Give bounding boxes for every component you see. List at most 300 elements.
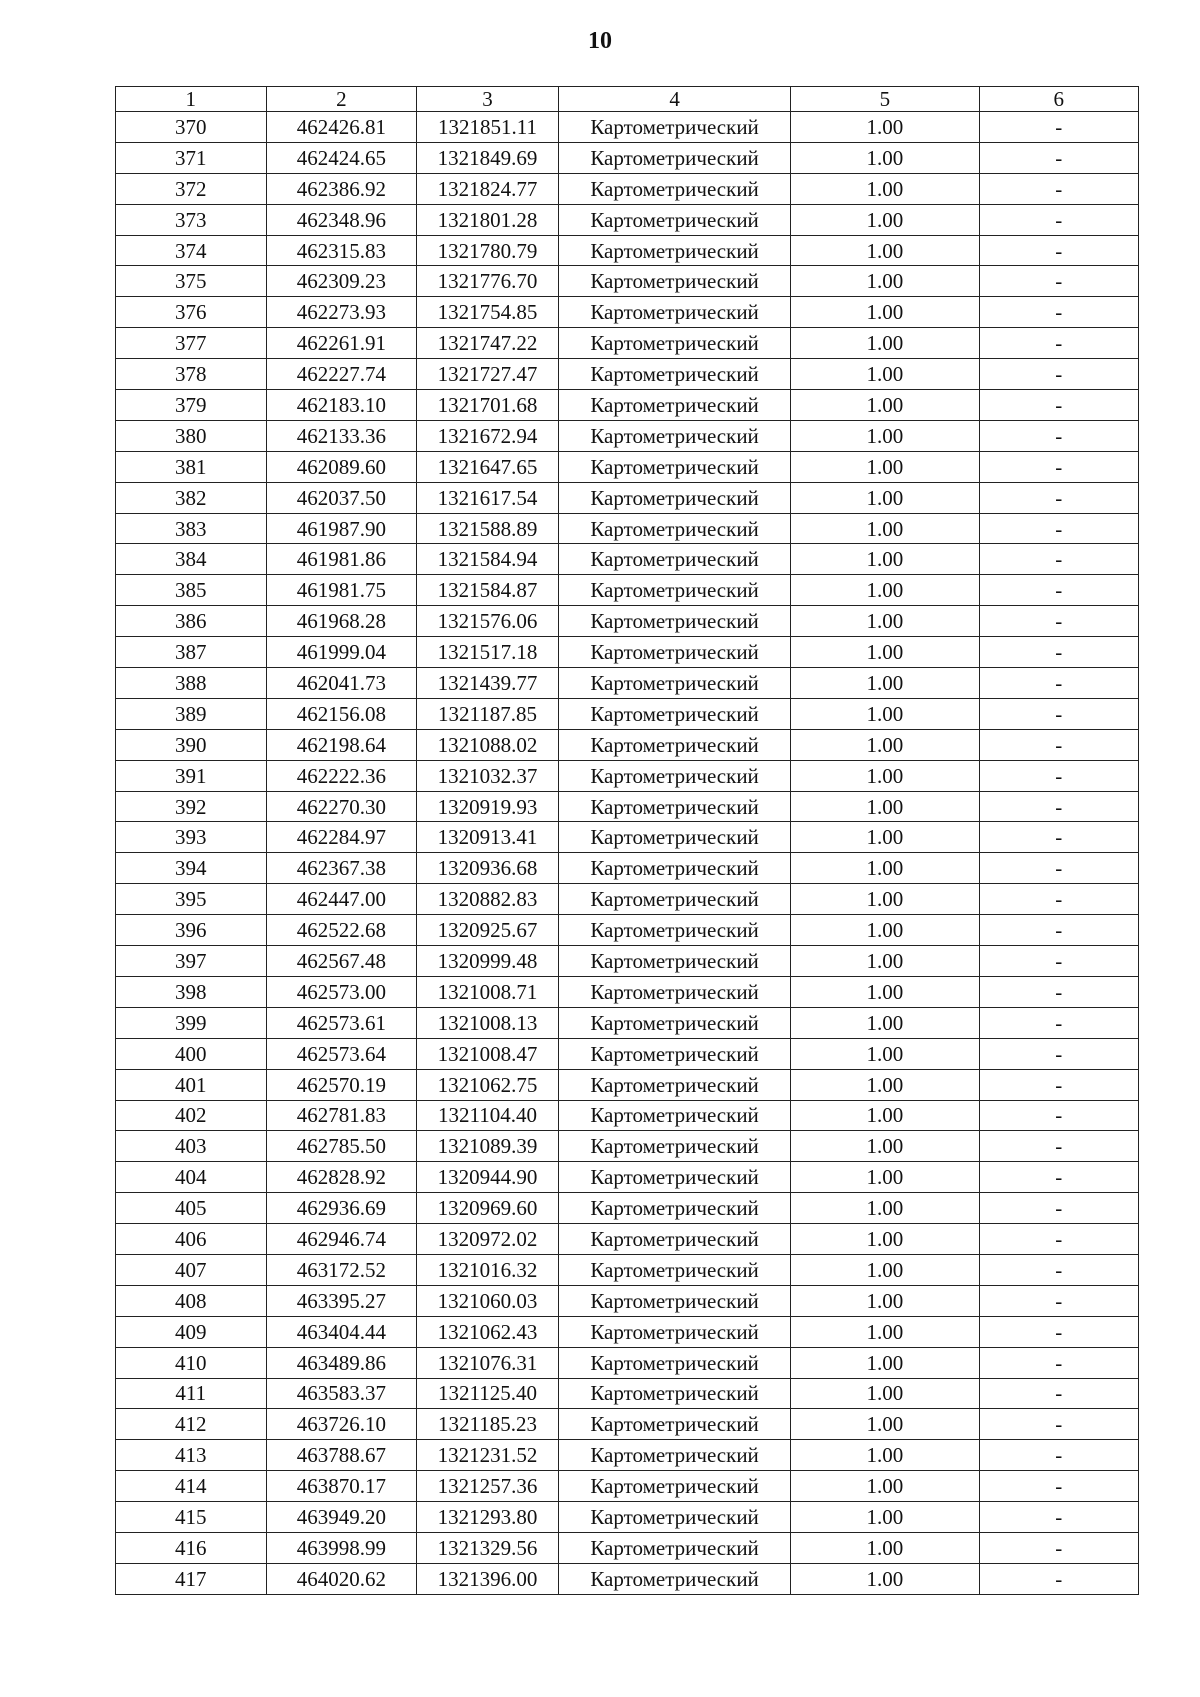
table-row <box>116 668 1139 699</box>
table-cell: 463726.10 <box>266 1409 417 1440</box>
table-cell: 400 <box>116 1038 267 1069</box>
table-cell: Картометрический <box>558 884 790 915</box>
table-cell: 1.00 <box>791 1285 979 1316</box>
table-cell: 1.00 <box>791 915 979 946</box>
table-cell: 378 <box>116 359 267 390</box>
table-cell: - <box>979 1100 1138 1131</box>
table-row <box>116 1502 1139 1533</box>
table-cell: 1.00 <box>791 544 979 575</box>
table-cell: 462573.64 <box>266 1038 417 1069</box>
table-cell: - <box>979 1316 1138 1347</box>
table-cell: 396 <box>116 915 267 946</box>
table-row <box>116 575 1139 606</box>
table-cell: Картометрический <box>558 1254 790 1285</box>
table-cell: 1321584.94 <box>417 544 559 575</box>
table-cell: Картометрический <box>558 976 790 1007</box>
table-row <box>116 1038 1139 1069</box>
table-row <box>116 1224 1139 1255</box>
table-cell: 1.00 <box>791 328 979 359</box>
column-header: 6 <box>979 87 1138 112</box>
table-cell: - <box>979 1502 1138 1533</box>
table-cell: 462315.83 <box>266 235 417 266</box>
table-cell: 1321584.87 <box>417 575 559 606</box>
table-cell: 1.00 <box>791 451 979 482</box>
table-cell: 1.00 <box>791 575 979 606</box>
table-cell: 1320925.67 <box>417 915 559 946</box>
table-cell: 1.00 <box>791 1224 979 1255</box>
table-cell: 1321329.56 <box>417 1532 559 1563</box>
table-cell: - <box>979 544 1138 575</box>
table-cell: 1321231.52 <box>417 1440 559 1471</box>
table-cell: - <box>979 1440 1138 1471</box>
table-row <box>116 451 1139 482</box>
table-cell: 1321824.77 <box>417 173 559 204</box>
table-row <box>116 544 1139 575</box>
table-cell: Картометрический <box>558 513 790 544</box>
table-cell: 462089.60 <box>266 451 417 482</box>
table-row <box>116 1378 1139 1409</box>
table-cell: 1.00 <box>791 235 979 266</box>
table-cell: 415 <box>116 1502 267 1533</box>
table-row <box>116 328 1139 359</box>
table-cell: Картометрический <box>558 142 790 173</box>
table-cell: - <box>979 1069 1138 1100</box>
table-row <box>116 1100 1139 1131</box>
table-cell: 1321776.70 <box>417 266 559 297</box>
table-cell: 462785.50 <box>266 1131 417 1162</box>
table-row <box>116 698 1139 729</box>
table-cell: 1.00 <box>791 1316 979 1347</box>
table-cell: 1.00 <box>791 668 979 699</box>
table-cell: - <box>979 1285 1138 1316</box>
table-cell: Картометрический <box>558 1563 790 1594</box>
table-cell: Картометрический <box>558 1224 790 1255</box>
table-row <box>116 1532 1139 1563</box>
table-cell: Картометрический <box>558 1007 790 1038</box>
table-cell: 405 <box>116 1193 267 1224</box>
table-row <box>116 1316 1139 1347</box>
table-cell: 382 <box>116 482 267 513</box>
table-cell: Картометрический <box>558 420 790 451</box>
table-cell: Картометрический <box>558 1440 790 1471</box>
table-cell: Картометрический <box>558 544 790 575</box>
table-cell: 1321727.47 <box>417 359 559 390</box>
table-cell: 462133.36 <box>266 420 417 451</box>
table-row <box>116 482 1139 513</box>
table-cell: 408 <box>116 1285 267 1316</box>
table-row <box>116 235 1139 266</box>
table-cell: - <box>979 513 1138 544</box>
table-cell: 1321849.69 <box>417 142 559 173</box>
table-cell: 388 <box>116 668 267 699</box>
table-cell: Картометрический <box>558 1285 790 1316</box>
table-cell: - <box>979 791 1138 822</box>
table-cell: - <box>979 1224 1138 1255</box>
table-cell: 404 <box>116 1162 267 1193</box>
table-cell: - <box>979 142 1138 173</box>
table-cell: 1320944.90 <box>417 1162 559 1193</box>
table-cell: 462270.30 <box>266 791 417 822</box>
table-cell: 1.00 <box>791 946 979 977</box>
table-cell: Картометрический <box>558 668 790 699</box>
table-cell: 462447.00 <box>266 884 417 915</box>
table-cell: Картометрический <box>558 451 790 482</box>
table-cell: 1321517.18 <box>417 637 559 668</box>
table-cell: 413 <box>116 1440 267 1471</box>
table-cell: Картометрический <box>558 575 790 606</box>
table-cell: - <box>979 328 1138 359</box>
table-cell: - <box>979 482 1138 513</box>
table-row <box>116 946 1139 977</box>
table-cell: 462567.48 <box>266 946 417 977</box>
table-cell: - <box>979 1471 1138 1502</box>
table-cell: Картометрический <box>558 1038 790 1069</box>
table-cell: Картометрический <box>558 1378 790 1409</box>
table-cell: 1.00 <box>791 1563 979 1594</box>
table-cell: 371 <box>116 142 267 173</box>
table-cell: 1.00 <box>791 822 979 853</box>
table-cell: - <box>979 1347 1138 1378</box>
column-header: 3 <box>417 87 559 112</box>
table-cell: 403 <box>116 1131 267 1162</box>
table-cell: Картометрический <box>558 1100 790 1131</box>
table-cell: 1321396.00 <box>417 1563 559 1594</box>
table-cell: 392 <box>116 791 267 822</box>
table-cell: 1.00 <box>791 420 979 451</box>
table-cell: - <box>979 204 1138 235</box>
table-body <box>116 112 1139 1595</box>
table-cell: 462424.65 <box>266 142 417 173</box>
table-cell: 463172.52 <box>266 1254 417 1285</box>
table-row <box>116 390 1139 421</box>
table-row <box>116 112 1139 143</box>
table-cell: - <box>979 915 1138 946</box>
table-cell: 1321104.40 <box>417 1100 559 1131</box>
table-cell: 1321016.32 <box>417 1254 559 1285</box>
table-row <box>116 822 1139 853</box>
table-cell: - <box>979 1193 1138 1224</box>
table-cell: - <box>979 606 1138 637</box>
table-cell: 1.00 <box>791 1254 979 1285</box>
table-cell: 463788.67 <box>266 1440 417 1471</box>
table-cell: 1.00 <box>791 142 979 173</box>
table-cell: 1321257.36 <box>417 1471 559 1502</box>
table-cell: 1.00 <box>791 1378 979 1409</box>
table-cell: Картометрический <box>558 359 790 390</box>
table-cell: Картометрический <box>558 1532 790 1563</box>
table-row <box>116 204 1139 235</box>
table-cell: Картометрический <box>558 1131 790 1162</box>
table-cell: Картометрический <box>558 791 790 822</box>
table-cell: 1321851.11 <box>417 112 559 143</box>
table-cell: 1320913.41 <box>417 822 559 853</box>
table-cell: Картометрический <box>558 946 790 977</box>
table-row <box>116 513 1139 544</box>
table-cell: Картометрический <box>558 1316 790 1347</box>
table-cell: 1321588.89 <box>417 513 559 544</box>
table-cell: - <box>979 112 1138 143</box>
table-cell: 1321617.54 <box>417 482 559 513</box>
table-cell: - <box>979 946 1138 977</box>
column-header: 4 <box>558 87 790 112</box>
table-cell: 1.00 <box>791 390 979 421</box>
table-cell: - <box>979 668 1138 699</box>
table-cell: 464020.62 <box>266 1563 417 1594</box>
table-cell: 462828.92 <box>266 1162 417 1193</box>
table-row <box>116 297 1139 328</box>
table-row <box>116 1254 1139 1285</box>
table-cell: 1321672.94 <box>417 420 559 451</box>
table-cell: 394 <box>116 853 267 884</box>
table-cell: 1.00 <box>791 1440 979 1471</box>
table-cell: Картометрический <box>558 266 790 297</box>
table-cell: 462348.96 <box>266 204 417 235</box>
table-cell: 370 <box>116 112 267 143</box>
table-row <box>116 1285 1139 1316</box>
table-cell: - <box>979 1409 1138 1440</box>
table-cell: 461981.75 <box>266 575 417 606</box>
table-cell: Картометрический <box>558 637 790 668</box>
table-row <box>116 1409 1139 1440</box>
table-cell: 1.00 <box>791 173 979 204</box>
table-cell: - <box>979 297 1138 328</box>
table-cell: - <box>979 390 1138 421</box>
table-cell: 407 <box>116 1254 267 1285</box>
table-cell: 1.00 <box>791 1193 979 1224</box>
table-cell: - <box>979 235 1138 266</box>
table-cell: 463583.37 <box>266 1378 417 1409</box>
table-cell: 462946.74 <box>266 1224 417 1255</box>
table-row <box>116 173 1139 204</box>
table-cell: 406 <box>116 1224 267 1255</box>
table-cell: - <box>979 1162 1138 1193</box>
table-cell: 1.00 <box>791 637 979 668</box>
table-cell: 1320969.60 <box>417 1193 559 1224</box>
table-cell: 1321647.65 <box>417 451 559 482</box>
table-cell: - <box>979 266 1138 297</box>
table-cell: - <box>979 637 1138 668</box>
table-header-row <box>116 87 1139 112</box>
table-cell: 462183.10 <box>266 390 417 421</box>
table-cell: 461987.90 <box>266 513 417 544</box>
table-cell: 1.00 <box>791 884 979 915</box>
table-cell: 463949.20 <box>266 1502 417 1533</box>
table-cell: 374 <box>116 235 267 266</box>
table-cell: Картометрический <box>558 390 790 421</box>
table-cell: 1321125.40 <box>417 1378 559 1409</box>
table-row <box>116 729 1139 760</box>
table-cell: 1321088.02 <box>417 729 559 760</box>
table-row <box>116 884 1139 915</box>
table-row <box>116 266 1139 297</box>
table-cell: 463870.17 <box>266 1471 417 1502</box>
table-cell: Картометрический <box>558 112 790 143</box>
table-cell: 1.00 <box>791 853 979 884</box>
table-cell: 1.00 <box>791 1347 979 1378</box>
table-cell: 1.00 <box>791 1471 979 1502</box>
table-row <box>116 1069 1139 1100</box>
table-cell: 1.00 <box>791 698 979 729</box>
table-cell: 1321293.80 <box>417 1502 559 1533</box>
table-cell: Картометрический <box>558 1069 790 1100</box>
table-cell: 381 <box>116 451 267 482</box>
table-cell: 1.00 <box>791 1100 979 1131</box>
table-cell: 1321008.71 <box>417 976 559 1007</box>
table-cell: 1321089.39 <box>417 1131 559 1162</box>
table-cell: 1321076.31 <box>417 1347 559 1378</box>
table-cell: 462936.69 <box>266 1193 417 1224</box>
table-cell: 397 <box>116 946 267 977</box>
table-cell: - <box>979 760 1138 791</box>
table-row <box>116 1440 1139 1471</box>
table-cell: 1321008.13 <box>417 1007 559 1038</box>
coordinates-table <box>115 86 1139 1595</box>
table-cell: Картометрический <box>558 822 790 853</box>
table-cell: 463998.99 <box>266 1532 417 1563</box>
table-cell: 414 <box>116 1471 267 1502</box>
table-cell: 1.00 <box>791 1502 979 1533</box>
table-cell: 1321747.22 <box>417 328 559 359</box>
table-cell: 1321801.28 <box>417 204 559 235</box>
table-cell: - <box>979 976 1138 1007</box>
table-cell: 1.00 <box>791 1162 979 1193</box>
table-cell: 1320882.83 <box>417 884 559 915</box>
table-cell: Картометрический <box>558 1193 790 1224</box>
table-cell: - <box>979 698 1138 729</box>
table-cell: 372 <box>116 173 267 204</box>
table-cell: 1.00 <box>791 204 979 235</box>
table-cell: Картометрический <box>558 853 790 884</box>
table-cell: - <box>979 729 1138 760</box>
table-cell: 462522.68 <box>266 915 417 946</box>
table-cell: 399 <box>116 1007 267 1038</box>
table-cell: - <box>979 1007 1138 1038</box>
table-cell: 1321439.77 <box>417 668 559 699</box>
table-cell: 1.00 <box>791 112 979 143</box>
table-row <box>116 853 1139 884</box>
table-cell: 463489.86 <box>266 1347 417 1378</box>
table-cell: 395 <box>116 884 267 915</box>
table-row <box>116 760 1139 791</box>
table-cell: 1.00 <box>791 1038 979 1069</box>
table-cell: 462284.97 <box>266 822 417 853</box>
table-row <box>116 142 1139 173</box>
table-row <box>116 976 1139 1007</box>
table-cell: 385 <box>116 575 267 606</box>
table-cell: 1321062.43 <box>417 1316 559 1347</box>
table-cell: 1.00 <box>791 1131 979 1162</box>
table-cell: 1320999.48 <box>417 946 559 977</box>
table-row <box>116 420 1139 451</box>
table-row <box>116 359 1139 390</box>
table-cell: 1.00 <box>791 1007 979 1038</box>
table-cell: 380 <box>116 420 267 451</box>
table-cell: - <box>979 1038 1138 1069</box>
table-cell: 1.00 <box>791 791 979 822</box>
table-cell: 462367.38 <box>266 853 417 884</box>
table-cell: 462781.83 <box>266 1100 417 1131</box>
table-cell: 1321185.23 <box>417 1409 559 1440</box>
table-cell: 462261.91 <box>266 328 417 359</box>
table-cell: - <box>979 853 1138 884</box>
table-cell: 1.00 <box>791 482 979 513</box>
table-cell: - <box>979 822 1138 853</box>
table-cell: 462222.36 <box>266 760 417 791</box>
table-cell: 398 <box>116 976 267 1007</box>
table-cell: 1.00 <box>791 513 979 544</box>
table-cell: - <box>979 1131 1138 1162</box>
table-cell: 462041.73 <box>266 668 417 699</box>
table-cell: Картометрический <box>558 606 790 637</box>
table-cell: 462273.93 <box>266 297 417 328</box>
table-cell: Картометрический <box>558 328 790 359</box>
table-cell: 1.00 <box>791 1069 979 1100</box>
table-cell: 1320972.02 <box>417 1224 559 1255</box>
table-cell: 410 <box>116 1347 267 1378</box>
table-cell: 402 <box>116 1100 267 1131</box>
page-number: 10 <box>588 28 612 54</box>
table-cell: Картометрический <box>558 173 790 204</box>
table-cell: - <box>979 1254 1138 1285</box>
table-row <box>116 791 1139 822</box>
table-cell: 377 <box>116 328 267 359</box>
table-cell: 401 <box>116 1069 267 1100</box>
table-cell: Картометрический <box>558 1502 790 1533</box>
table-row <box>116 1471 1139 1502</box>
table-cell: - <box>979 173 1138 204</box>
table-cell: 462198.64 <box>266 729 417 760</box>
table-cell: 1.00 <box>791 729 979 760</box>
table-cell: - <box>979 359 1138 390</box>
table-cell: 462573.00 <box>266 976 417 1007</box>
table-cell: 1321032.37 <box>417 760 559 791</box>
table-cell: 411 <box>116 1378 267 1409</box>
table-cell: 461999.04 <box>266 637 417 668</box>
table-cell: 409 <box>116 1316 267 1347</box>
table-cell: 417 <box>116 1563 267 1594</box>
table-cell: - <box>979 420 1138 451</box>
table-cell: 383 <box>116 513 267 544</box>
table-cell: 390 <box>116 729 267 760</box>
column-header: 5 <box>791 87 979 112</box>
table-cell: Картометрический <box>558 915 790 946</box>
table-cell: 462309.23 <box>266 266 417 297</box>
table-cell: Картометрический <box>558 698 790 729</box>
table-cell: 1.00 <box>791 1409 979 1440</box>
table-cell: - <box>979 884 1138 915</box>
table-cell: 1.00 <box>791 606 979 637</box>
table-cell: Картометрический <box>558 1162 790 1193</box>
table-cell: 1.00 <box>791 359 979 390</box>
table-cell: 393 <box>116 822 267 853</box>
table-cell: 1.00 <box>791 266 979 297</box>
table-cell: 391 <box>116 760 267 791</box>
table-cell: 1.00 <box>791 1532 979 1563</box>
table-cell: 375 <box>116 266 267 297</box>
table-cell: 373 <box>116 204 267 235</box>
table-cell: 387 <box>116 637 267 668</box>
table-cell: 1321060.03 <box>417 1285 559 1316</box>
table-cell: 461968.28 <box>266 606 417 637</box>
table-cell: 389 <box>116 698 267 729</box>
table-cell: Картометрический <box>558 482 790 513</box>
table-row <box>116 1162 1139 1193</box>
table-cell: 462426.81 <box>266 112 417 143</box>
table-cell: 462573.61 <box>266 1007 417 1038</box>
table-cell: 1320919.93 <box>417 791 559 822</box>
table-cell: 376 <box>116 297 267 328</box>
table-cell: 412 <box>116 1409 267 1440</box>
